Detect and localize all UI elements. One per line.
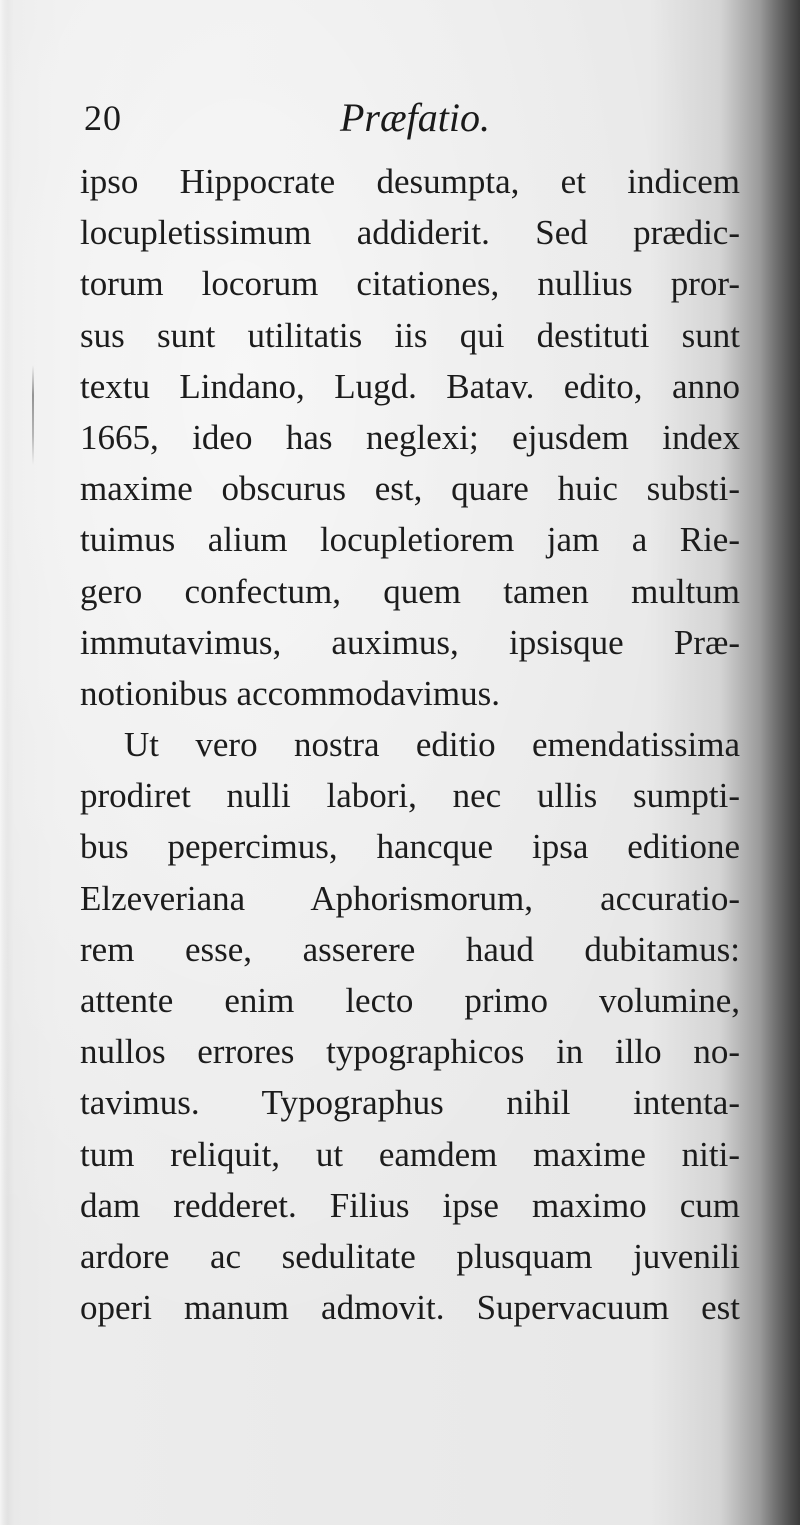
text-line: locupletissimum addiderit. Sed prædic- bbox=[80, 213, 740, 253]
text-line: prodiret nulli labori, nec ullis sumpti- bbox=[80, 776, 740, 816]
page-edge-highlight bbox=[0, 0, 8, 1525]
paragraph-1 bbox=[80, 156, 740, 719]
text-line: nullos errores typographicos in illo no- bbox=[80, 1032, 740, 1072]
text-line: tuimus alium locupletiorem jam a Rie- bbox=[80, 520, 740, 560]
text-line: ardore ac sedulitate plusquam juvenili bbox=[80, 1236, 740, 1276]
text-line: torum locorum citationes, nullius pror- bbox=[80, 264, 740, 304]
margin-mark bbox=[32, 365, 34, 465]
paragraph-2 bbox=[80, 719, 740, 1333]
text-line: bus pepercimus, hancque ipsa editione bbox=[80, 827, 740, 867]
text-line: operi manum admovit. Supervacuum est bbox=[80, 1288, 740, 1328]
text-line: Ut vero nostra editio emendatissima bbox=[124, 725, 740, 765]
text-line: immutavimus, auximus, ipsisque Præ- bbox=[80, 622, 740, 662]
body-text bbox=[80, 156, 740, 1333]
running-head: Præfatio. bbox=[340, 95, 491, 140]
page-header bbox=[84, 88, 744, 148]
text-line: sus sunt utilitatis iis qui destituti sunt bbox=[80, 315, 740, 355]
text-line: gero confectum, quem tamen multum bbox=[80, 571, 740, 611]
text-line: textu Lindano, Lugd. Batav. edito, anno bbox=[80, 366, 740, 406]
text-line: dam redderet. Filius ipse maximo cum bbox=[80, 1185, 740, 1225]
text-line: 1665, ideo has neglexi; ejusdem index bbox=[80, 417, 740, 457]
text-line: notionibus accommodavimus. bbox=[80, 673, 500, 713]
text-line: tum reliquit, ut eamdem maxime niti- bbox=[80, 1134, 740, 1174]
page-number: 20 bbox=[84, 98, 122, 138]
text-line: rem esse, asserere haud dubitamus: bbox=[80, 929, 740, 969]
text-line: attente enim lecto primo volumine, bbox=[80, 981, 740, 1020]
text-line: maxime obscurus est, quare huic substi- bbox=[80, 469, 740, 509]
text-line: Elzeveriana Aphorismorum, accuratio- bbox=[80, 878, 740, 918]
text-line: tavimus. Typographus nihil intenta- bbox=[80, 1083, 740, 1123]
text-line: ipso Hippocrate desumpta, et indicem bbox=[80, 162, 740, 201]
binding-shadow bbox=[760, 0, 800, 1525]
